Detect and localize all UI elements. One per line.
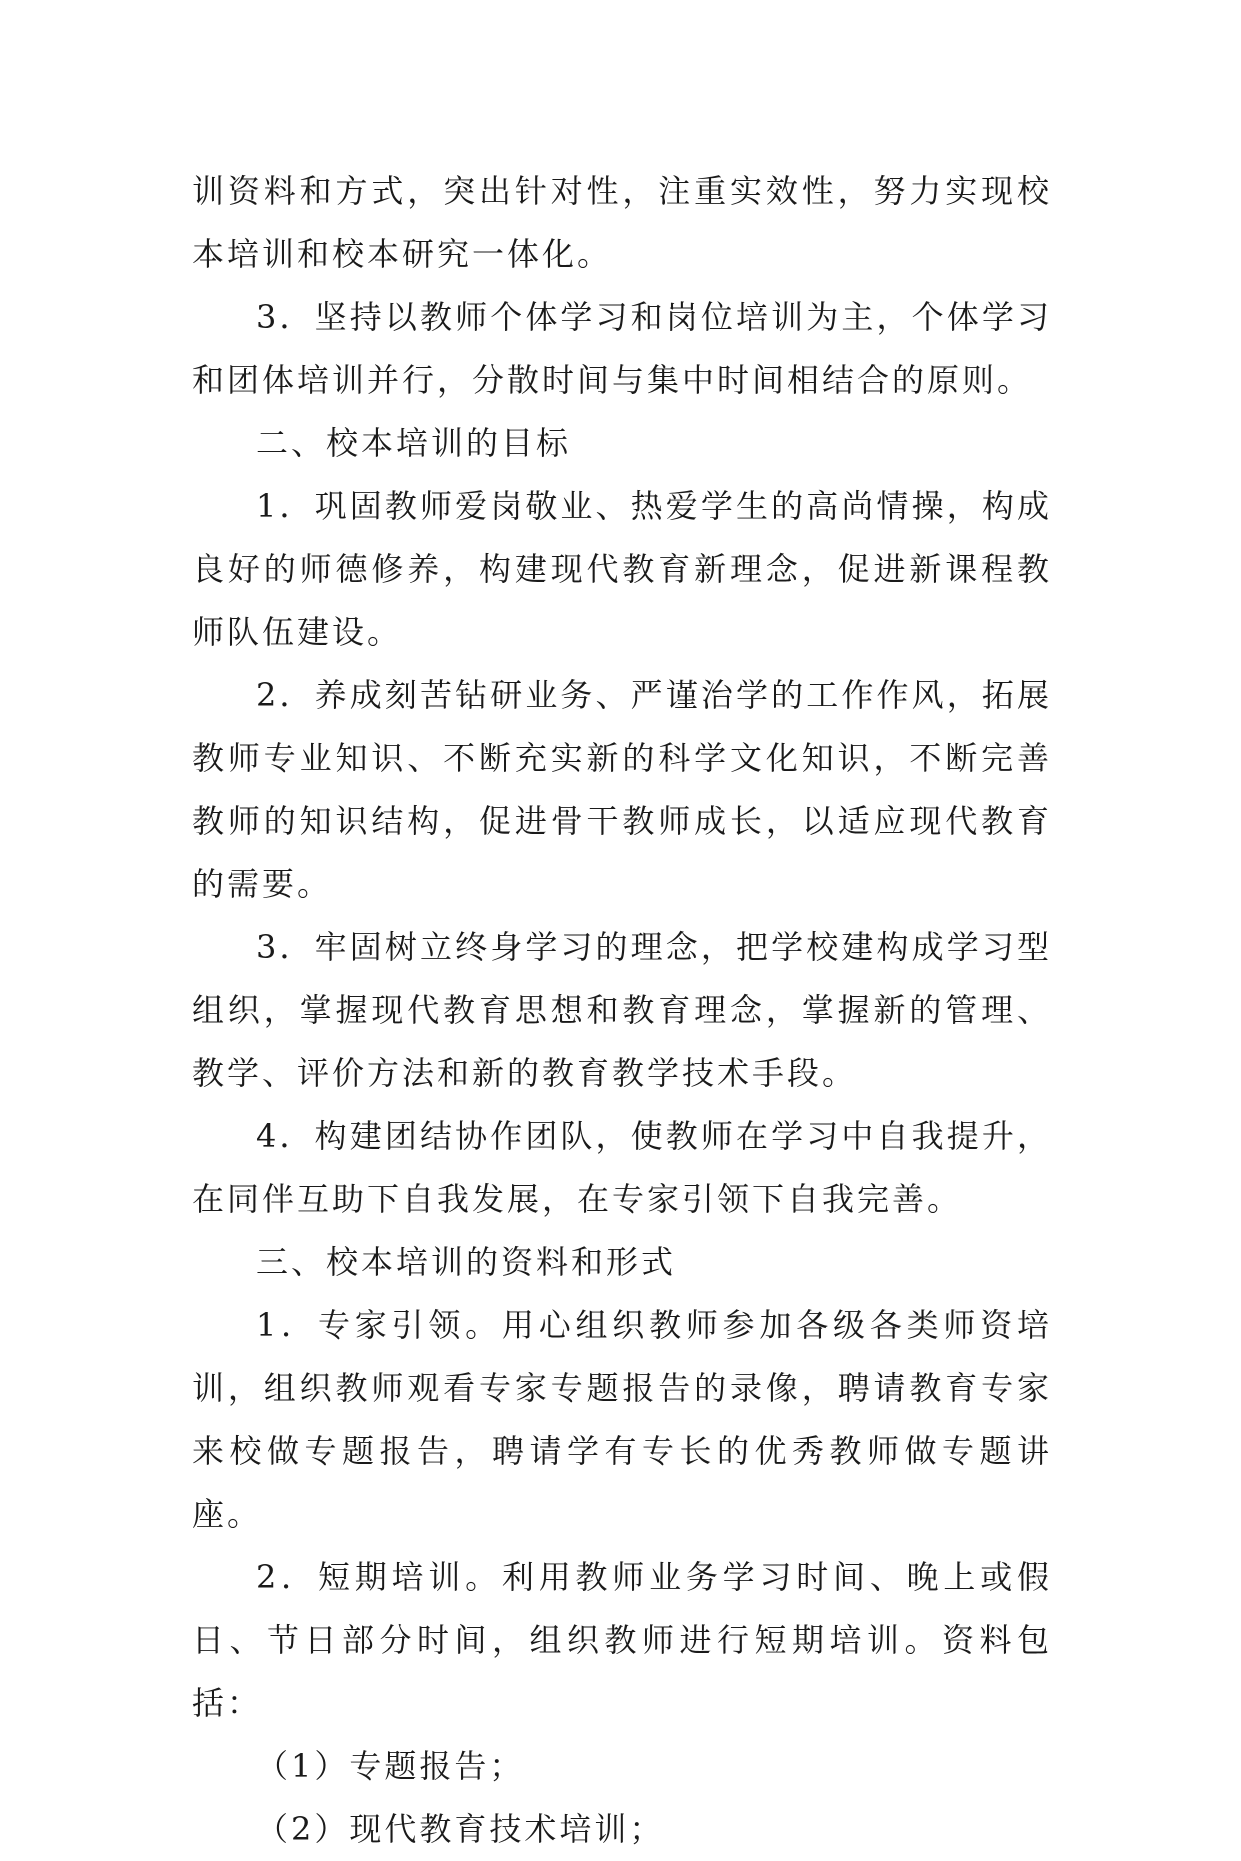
paragraph-content-1: 1．专家引领。用心组织教师参加各级各类师资培训，组织教师观看专家专题报告的录像，聘请教育专家来校做专题报告，聘请学有专长的优秀教师做专题讲座。 [192,1306,1052,1533]
paragraph-content-2: 2．短期培训。利用教师业务学习时间、晚上或假日、节日部分时间，组织教师进行短期培训。资料包括： [192,1558,1052,1722]
paragraph-principle-3: 3．坚持以教师个体学习和岗位培训为主，个体学习和团体培训并行，分散时间与集中时间相结合的原则。 [192,298,1052,399]
section-heading-content: 三、校本培训的资料和形式 [256,1243,677,1281]
list-item-1: （1）专题报告； [256,1747,525,1785]
section-heading-goals: 二、校本培训的目标 [256,424,572,462]
document-body [192,160,1052,1861]
paragraph-continuation: 训资料和方式，突出针对性，注重实效性，努力实现校本培训和校本研究一体化。 [192,172,1052,273]
paragraph-goal-1: 1．巩固教师爱岗敬业、热爱学生的高尚情操，构成良好的师德修养，构建现代教育新理念，促进新课程教师队伍建设。 [192,487,1052,651]
list-item-2: （2）现代教育技术培训； [256,1810,665,1848]
paragraph-goal-2: 2．养成刻苦钻研业务、严谨治学的工作作风，拓展教师专业知识、不断充实新的科学文化知识，不断完善教师的知识结构，促进骨干教师成长，以适应现代教育的需要。 [192,676,1052,903]
paragraph-goal-4: 4．构建团结协作团队，使教师在学习中自我提升，在同伴互助下自我发展，在专家引领下自我完善。 [192,1117,1052,1218]
paragraph-goal-3: 3．牢固树立终身学习的理念，把学校建构成学习型组织，掌握现代教育思想和教育理念，掌握新的管理、教学、评价方法和新的教育教学技术手段。 [192,928,1052,1092]
